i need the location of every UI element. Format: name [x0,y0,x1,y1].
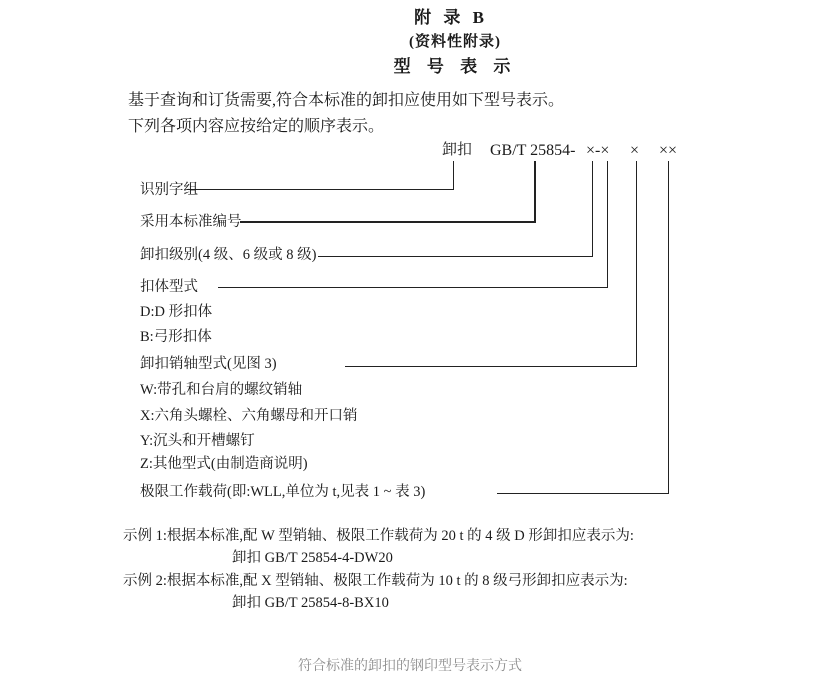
label-pin-type: 卸扣销轴型式(见图 3) [140,356,277,372]
label-identification-group: 识别字组 [140,182,198,198]
figure-caption: 符合标准的卸扣的钢印型号表示方式 [298,657,522,673]
intro-paragraph-line-1: 基于查询和订货需要,符合本标准的卸扣应使用如下型号表示。 [128,92,565,109]
label-pin-type-z: Z:其他型式(由制造商说明) [140,456,308,472]
label-pin-type-y: Y:沉头和开槽螺钉 [140,433,255,449]
designation-pin-placeholder: × [630,142,640,159]
label-body-type-d: D:D 形扣体 [140,304,213,320]
example-2-text: 示例 2:根据本标准,配 X 型销轴、极限工作载荷为 10 t 的 8 级弓形卸扣应表示为: [123,573,628,589]
designation-standard-number: GB/T 25854- [490,142,576,159]
label-standard-number: 采用本标准编号 [140,214,242,230]
label-working-load-limit: 极限工作载荷(即:WLL,单位为 t,见表 1 ~ 表 3) [140,484,426,500]
example-1-code: 卸扣 GB/T 25854-4-DW20 [232,550,393,566]
designation-prefix: 卸扣 [442,142,473,158]
designation-grade-and-body-placeholder: ×-× [586,142,610,159]
example-2-code: 卸扣 GB/T 25854-8-BX10 [232,595,389,611]
appendix-heading: 附 录 B [414,8,488,27]
intro-paragraph-line-2: 下列各项内容应按给定的顺序表示。 [128,118,385,135]
label-body-type-b: B:弓形扣体 [140,329,212,345]
appendix-type-note: (资料性附录) [409,34,501,50]
example-1-text: 示例 1:根据本标准,配 W 型销轴、极限工作载荷为 20 t 的 4 级 D 形卸扣应表示为: [123,528,634,544]
label-shackle-grade: 卸扣级别(4 级、6 级或 8 级) [140,247,317,263]
label-pin-type-x: X:六角头螺栓、六角螺母和开口销 [140,408,358,424]
designation-wll-placeholder: ×× [659,142,678,159]
label-body-type: 扣体型式 [140,279,198,295]
label-pin-type-w: W:带孔和台肩的螺纹销轴 [140,382,303,398]
section-title: 型 号 表 示 [393,57,517,76]
connector-line-wll [497,161,669,494]
